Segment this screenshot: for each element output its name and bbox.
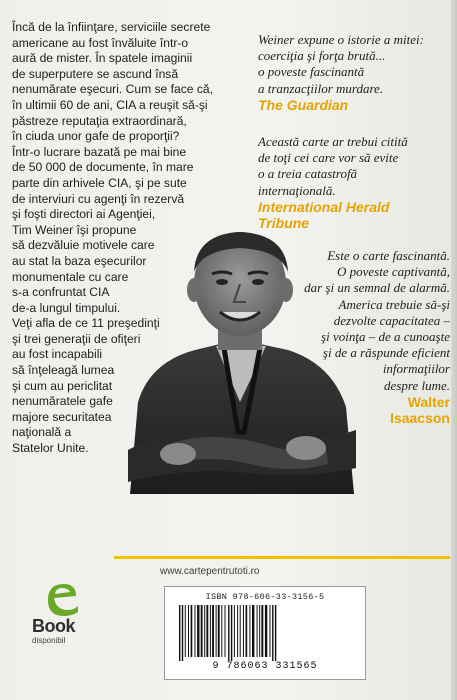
barcode-bar xyxy=(182,605,183,661)
description-line: naţională a xyxy=(12,425,72,440)
description-line: de interviuri cu agenţi în rezervă xyxy=(12,191,185,206)
barcode-bar xyxy=(272,605,273,661)
barcode-bar xyxy=(240,605,241,657)
barcode-bar xyxy=(231,605,232,661)
barcode-bar xyxy=(201,605,203,657)
description-line: Încă de la înfiinţare, serviciile secrete xyxy=(12,20,211,34)
barcode-bar xyxy=(261,605,263,657)
barcode-bar xyxy=(270,605,271,657)
description-line: aură de mister. În spatele imaginii xyxy=(12,51,193,66)
barcode-bar xyxy=(225,605,226,657)
description-line: în ciuda unor gafe de proporţii? xyxy=(12,129,180,144)
isbn-barcode xyxy=(164,586,366,680)
quote-line: a tranzacţiilor murdare. xyxy=(258,80,384,96)
barcode-bar xyxy=(237,605,238,657)
quote-line: despre lume. xyxy=(384,377,450,393)
description-line: Într-o lucrare bazată pe mai bine xyxy=(12,144,187,159)
barcode-bar xyxy=(195,605,196,657)
barcode-number: 9 786063 331565 xyxy=(212,661,318,672)
quote-line: o poveste fascinantă xyxy=(258,64,365,80)
description-line: Statelor Unite. xyxy=(12,441,89,456)
barcode-bar xyxy=(188,605,189,657)
quote-line: America trebuie să-şi xyxy=(338,296,450,312)
publisher-website[interactable]: www.cartepentrutoti.ro xyxy=(160,566,260,577)
description-line: majore securitatea xyxy=(12,409,112,424)
description-line: în ultimii 60 de ani, CIA a reuşit să-şi xyxy=(12,97,208,112)
barcode-bar xyxy=(216,605,217,657)
description-line: monumentale cu care xyxy=(12,269,129,284)
description-line: şi trei generaţii de ofiţeri xyxy=(12,331,141,346)
quote-source: International Herald xyxy=(258,198,390,215)
barcode-bar xyxy=(265,605,267,657)
barcode-bar xyxy=(252,605,254,657)
accent-divider xyxy=(114,556,450,559)
quote-line: şi voinţa – de a cunoaşte xyxy=(321,329,450,345)
barcode-bar xyxy=(212,605,214,657)
description-line: de superputere se ascund însă xyxy=(12,66,179,81)
barcode-bar xyxy=(228,605,229,661)
barcode-bar xyxy=(246,605,248,657)
description-line: nenumăratele gafe xyxy=(12,394,113,409)
description-line: nenumărate eşecuri. Cum se face că, xyxy=(12,82,213,97)
quote-line: informaţiilor xyxy=(382,361,450,377)
ebook-note: disponibil xyxy=(32,636,66,645)
barcode-bar xyxy=(185,605,186,657)
barcode-bar xyxy=(210,605,211,657)
barcode-bar xyxy=(249,605,250,657)
barcode-bar xyxy=(243,605,244,657)
ebook-available-badge xyxy=(18,576,108,666)
description-line: au stat la baza eşecurilor xyxy=(12,253,147,268)
quote-line: coerciţia şi forţa brută... xyxy=(258,48,386,64)
isbn-label: ISBN 978-606-33-3156-5 xyxy=(205,592,325,602)
description-line: să dezvăluie motivele care xyxy=(12,238,155,253)
barcode-bar xyxy=(257,605,258,657)
quote-herald-tribune xyxy=(258,134,450,231)
quote-line: Această carte ar trebui citită xyxy=(258,134,408,149)
barcode-bar xyxy=(221,605,222,657)
quote-line: dar şi un semnal de alarmă. xyxy=(304,280,450,296)
quote-guardian xyxy=(258,32,450,113)
author-photo xyxy=(120,232,360,494)
quote-source: Isaacson xyxy=(390,409,450,426)
quote-line: dezvolte capacitatea – xyxy=(333,312,450,328)
description-line: Veţi afla de ce 11 preşedinţi xyxy=(12,316,160,331)
quote-line: de toţi cei care vor să evite xyxy=(258,150,399,166)
ebook-logo-icon xyxy=(42,578,82,618)
description-line: parte din arhivele CIA, şi pe sute xyxy=(12,175,187,190)
ebook-word: Book xyxy=(32,616,75,636)
quote-source: Tribune xyxy=(258,214,310,231)
barcode-bar xyxy=(191,605,193,657)
description-line: să înţeleagă lumea xyxy=(12,363,115,378)
quote-line: internaţională. xyxy=(258,182,336,198)
quote-source: The Guardian xyxy=(258,96,349,113)
description-line: au fost incapabili xyxy=(12,347,103,362)
barcode-bar xyxy=(275,605,276,661)
quote-line: O poveste captivantă, xyxy=(337,264,450,280)
description-line: şi foşti directori ai Agenţiei, xyxy=(12,207,156,222)
barcode-bar xyxy=(179,605,180,661)
quote-source: Walter xyxy=(407,393,450,410)
quote-line: Este o carte fascinantă. xyxy=(327,248,450,263)
description-line: de 50 000 de documente, în mare xyxy=(12,160,194,175)
description-line: s-a confruntat CIA xyxy=(12,285,110,300)
cover-edge xyxy=(451,0,457,700)
description-line: de-a lungul timpului. xyxy=(12,300,121,315)
description-line: şi cum au periclitat xyxy=(12,378,113,393)
description-line: păstreze reputaţia extraordinară, xyxy=(12,113,187,128)
barcode-bar xyxy=(218,605,220,657)
quote-line: şi de a răspunde eficient xyxy=(322,345,450,361)
barcode-bar xyxy=(234,605,235,657)
barcode-bar xyxy=(197,605,199,657)
description-line: Tim Weiner îşi propune xyxy=(12,222,137,237)
barcode-bar xyxy=(204,605,205,657)
barcode-bar xyxy=(259,605,260,657)
barcode-bars xyxy=(175,605,355,661)
barcode-bar xyxy=(206,605,208,657)
quote-line: Weiner expune o istorie a mitei: xyxy=(258,32,424,47)
description-line: americane au fost învăluite într-o xyxy=(12,35,189,50)
quote-line: o a treia catastrofă xyxy=(258,166,358,182)
